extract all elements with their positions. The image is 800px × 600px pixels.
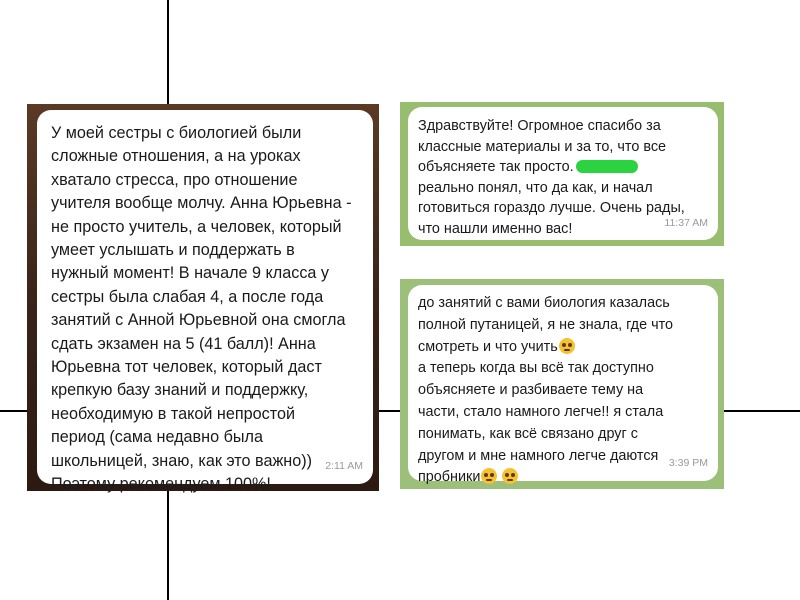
message-time: 11:37 AM xyxy=(664,217,708,230)
divider-line xyxy=(167,0,169,110)
message-bubble xyxy=(408,285,718,486)
divider-line xyxy=(0,410,28,412)
divider-line xyxy=(167,490,169,600)
message-text-part: реально понял, что да как, и начал готовиться гораздо лучше. Очень рады, что нашли именно вас! xyxy=(418,179,685,237)
message-text xyxy=(418,293,708,489)
message-bubble xyxy=(408,107,718,240)
review-screenshot-3 xyxy=(400,279,724,489)
redacted-name-scribble xyxy=(576,160,638,173)
smile-emoji-icon xyxy=(559,338,575,354)
message-time: 3:39 PM xyxy=(668,457,708,470)
pleading-emoji-icon xyxy=(502,468,518,484)
divider-line xyxy=(724,410,800,412)
message-text: У моей сестры с биологией были сложные отношения, а на уроках хватало стресса, про отношение учителя вообще молчу. Анна Юрьевна - не просто учитель, а человек, который умеет услышать и поддержать в нужный момент! В начале 9 класса у сестры была слабая 4, а после года занятий с Анной Юрьевной она смогла сдать экзамен на 5 (41 балл)! Анна Юрьевна тот человек, который даст крепкую базу знаний и поддержку, необходимую в такой непростой период (сама недавно была школьницей, знаю, как это важно)) Поэтому рекомендуем 100%! xyxy=(51,124,352,494)
message-bubble xyxy=(37,110,373,494)
pleading-emoji-icon xyxy=(481,468,497,484)
message-text-part: Здравствуйте! Огромное спасибо за классные материалы и за то, что все объясняете так просто. xyxy=(418,118,667,176)
review-screenshot-2 xyxy=(400,102,724,246)
message-time: 2:11 AM xyxy=(325,459,363,472)
message-text-part: а теперь когда вы всё так доступно объясняете и разбиваете тему на части, стало намного легче!! я стала понимать, как всё связано друг с другом и мне намного легче даются пробники xyxy=(418,360,664,486)
message-text-part: до занятий с вами биология казалась полной путаницей, я не знала, где что смотреть и что учить xyxy=(418,295,674,355)
review-screenshot-1 xyxy=(27,104,379,494)
divider-line xyxy=(378,410,400,412)
